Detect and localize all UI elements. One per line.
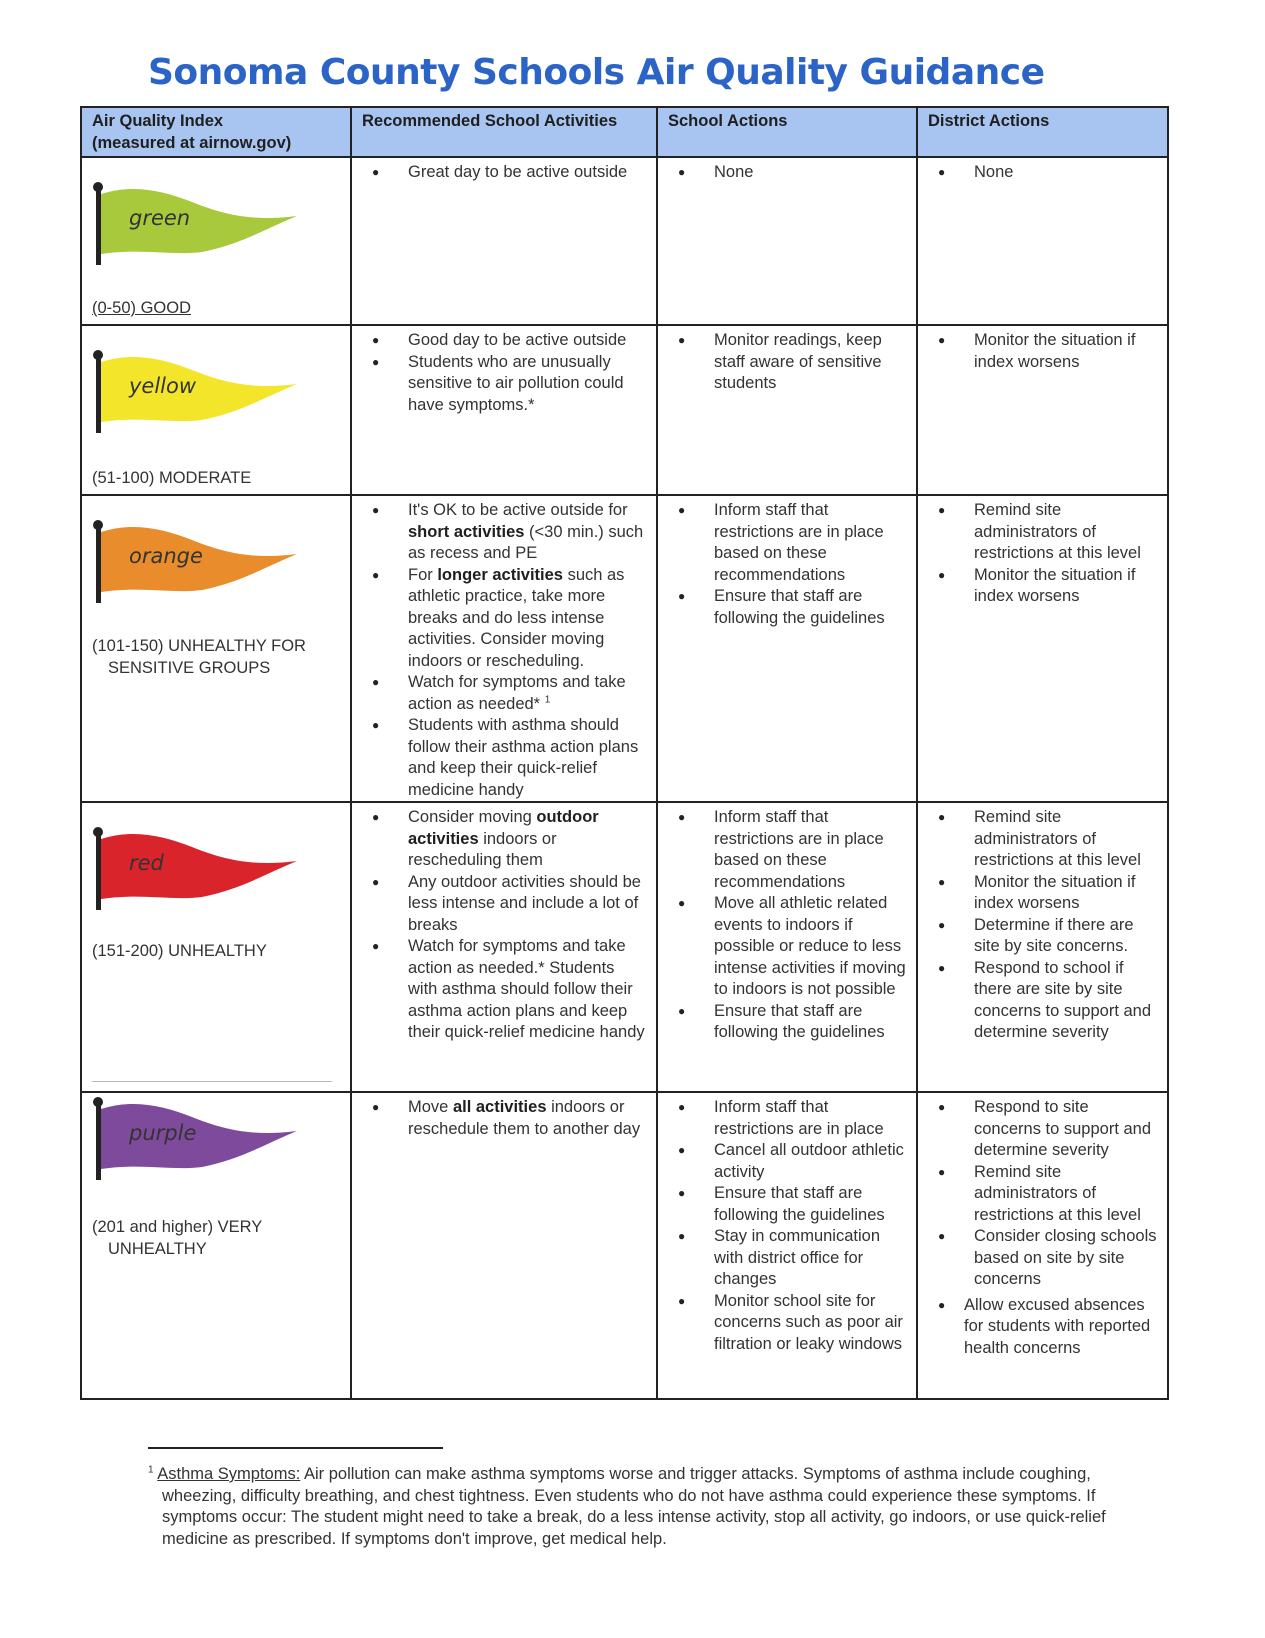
aqi-range-purple [92,1217,262,1260]
activities-cell-purple [351,1092,657,1399]
header-activities: Recommended School Activities [351,107,657,157]
list-item: ● Cancel all outdoor athletic activity [658,1140,908,1183]
table-row-green [81,157,1168,325]
list-item: ● Great day to be active outside [352,162,648,184]
table-header-row [81,107,1168,157]
red-flag-icon [92,827,304,911]
aqi-range-orange [92,636,306,679]
divider [92,1081,332,1082]
district-cell-green [917,157,1168,325]
aqi-range-purple-line2: UNHEALTHY [108,1239,207,1258]
list-item: ● Respond to site concerns to support and determine severity [918,1097,1159,1162]
list-item: ● Monitor readings, keep staff aware of sensitive students [658,330,908,395]
page-title: Sonoma County Schools Air Quality Guidance [148,52,1045,93]
aqi-range-yellow: (51-100) MODERATE [92,469,252,487]
aqi-cell-red [81,802,351,1092]
flag-label-green: green [129,206,191,230]
flag-label-yellow: yellow [129,374,197,398]
table-row-orange [81,495,1168,802]
district-cell-purple [917,1092,1168,1399]
header-aqi-line1: Air Quality Index [92,112,224,130]
footnote-marker: 1 [544,694,551,705]
list-item: ● Ensure that staff are following the guidelines [658,586,908,629]
list-item: ● For longer activities such as athletic practice, take more breaks and do less intense activities. Consider moving indoors or rescheduling. [352,565,648,673]
list-item: ● Inform staff that restrictions are in place [658,1097,908,1140]
flag-label-purple: purple [129,1121,197,1145]
green-flag-icon [92,182,304,266]
list-item: ● None [658,162,908,184]
list-item: ● Good day to be active outside [352,330,648,352]
list-item: ● Monitor school site for concerns such as poor air filtration or leaky windows [658,1291,908,1356]
district-cell-orange [917,495,1168,802]
footnote-lead: Asthma Symptoms: [157,1465,301,1483]
header-district-actions: District Actions [917,107,1168,157]
school-cell-green [657,157,917,325]
header-aqi-line2: (measured at airnow.gov) [92,133,292,152]
aqi-cell-green [81,157,351,325]
aqi-cell-purple [81,1092,351,1399]
list-item: ● Monitor the situation if index worsens [918,565,1159,608]
school-cell-yellow [657,325,917,495]
purple-flag-icon [92,1097,304,1181]
list-item: ● Stay in communication with district office for changes [658,1226,908,1291]
school-cell-orange [657,495,917,802]
school-cell-red [657,802,917,1092]
list-item: ● Watch for symptoms and take action as needed* $^1$ [352,672,648,715]
list-item: ● Ensure that staff are following the guidelines [658,1001,908,1044]
list-item: ● Remind site administrators of restrictions at this level [918,807,1159,872]
header-school-actions: School Actions [657,107,917,157]
list-item: ● Move all activities indoors or reschedule them to another day [352,1097,648,1140]
aqi-range-red: (151-200) UNHEALTHY [92,942,267,960]
school-cell-purple [657,1092,917,1399]
list-item: ● Students who are unusually sensitive to air pollution could have symptoms.* [352,352,648,417]
list-item: ● Consider moving outdoor activities indoors or rescheduling them [352,807,648,872]
activities-cell-orange [351,495,657,802]
footnote-text: Air pollution can make asthma symptoms worse and trigger attacks. Symptoms of asthma include coughing, wheezing, difficulty breathing, and chest tightness. Even students who do not have asthma could experience these symptoms. If symptoms occur: The student might need to take a break, do a less intense activity, stop all activity, go indoors, or use quick-relief medicine as prescribed. If symptoms don't improve, get medical help. [162,1465,1106,1548]
list-item: ● Monitor the situation if index worsens [918,872,1159,915]
aqi-range-green: (0-50) GOOD [92,299,192,317]
aqi-cell-orange [81,495,351,802]
flag-label-orange: orange [129,544,203,568]
list-item: ● Consider closing schools based on site by site concerns [918,1226,1159,1291]
list-item: ● Remind site administrators of restrictions at this level [918,1162,1159,1227]
aqi-range-orange-line1: (101-150) UNHEALTHY FOR [92,637,306,655]
footnote-number: 1 [148,1464,154,1476]
list-item: ● Monitor the situation if index worsens [918,330,1159,373]
activities-cell-red [351,802,657,1092]
footnote-divider [148,1447,443,1449]
list-item: ● Move all athletic related events to indoors if possible or reduce to less intense activities if moving to indoors is not possible [658,893,908,1001]
table-row-purple [81,1092,1168,1399]
district-cell-yellow [917,325,1168,495]
list-item: ● Allow excused absences for students with reported health concerns [918,1295,1159,1360]
aqi-cell-yellow [81,325,351,495]
list-item: ● Inform staff that restrictions are in place based on these recommendations [658,807,908,893]
list-item: ● Inform staff that restrictions are in place based on these recommendations [658,500,908,586]
header-aqi [81,107,351,157]
activities-cell-green [351,157,657,325]
list-item: ● None [918,162,1159,184]
yellow-flag-icon [92,350,304,434]
list-item: ● Respond to school if there are site by site concerns to support and determine severity [918,958,1159,1044]
footnote [148,1464,1108,1550]
list-item: ● It's OK to be active outside for short activities (<30 min.) such as recess and PE [352,500,648,565]
air-quality-table [80,106,1169,1400]
list-item: ● Students with asthma should follow their asthma action plans and keep their quick-relief medicine handy [352,715,648,801]
list-item: ● Watch for symptoms and take action as needed.* Students with asthma should follow their asthma action plans and keep their quick-relief medicine handy [352,936,648,1044]
orange-flag-icon [92,520,304,604]
list-item: ● Remind site administrators of restrictions at this level [918,500,1159,565]
district-cell-red [917,802,1168,1092]
table-row-red [81,802,1168,1092]
aqi-range-orange-line2: SENSITIVE GROUPS [108,658,271,677]
list-item: ● Any outdoor activities should be less intense and include a lot of breaks [352,872,648,937]
table-row-yellow [81,325,1168,495]
list-item: ● Ensure that staff are following the guidelines [658,1183,908,1226]
list-item: ● Determine if there are site by site concerns. [918,915,1159,958]
aqi-range-purple-line1: (201 and higher) VERY [92,1218,263,1236]
flag-label-red: red [129,851,164,875]
activities-cell-yellow [351,325,657,495]
